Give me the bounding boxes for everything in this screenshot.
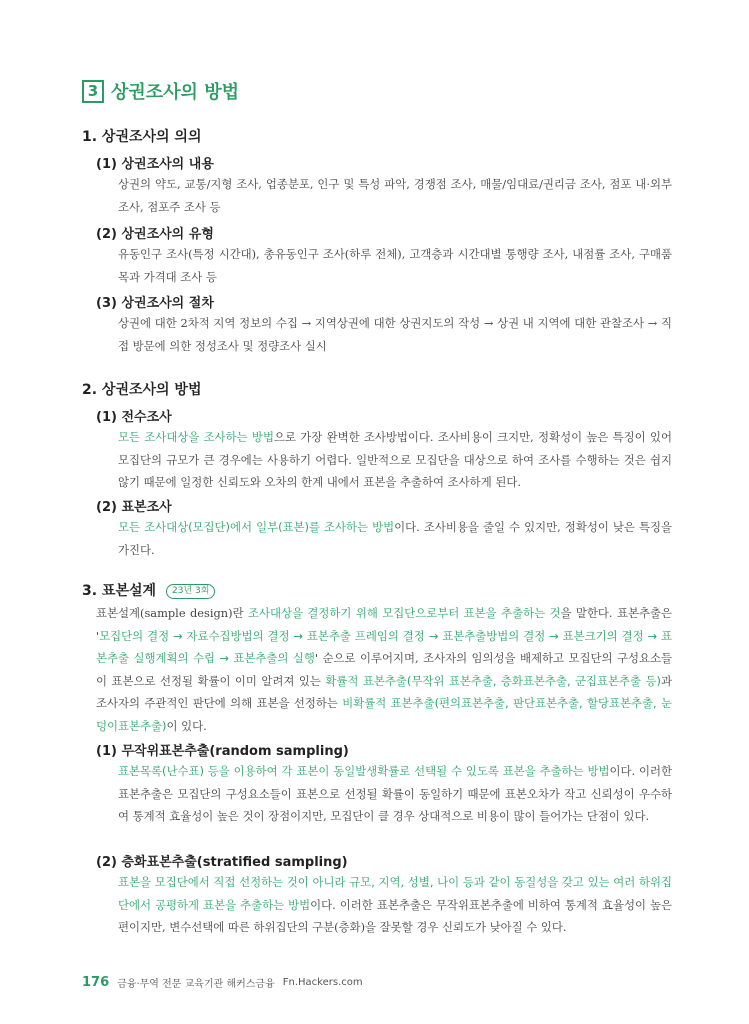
subheading-3-2: (2) 층화표본추출(stratified sampling) xyxy=(96,855,348,870)
heading-1: 1. 상권조사의 의의 xyxy=(82,129,202,145)
page-number: 176 xyxy=(82,975,110,990)
subheading-1-3: (3) 상권조사의 절차 xyxy=(96,296,214,311)
section-number-box: 3 xyxy=(82,80,104,103)
section-title xyxy=(82,78,239,104)
heading-3: 3. 표본설계 23년 3회 xyxy=(82,580,215,600)
heading-2: 2. 상권조사의 방법 xyxy=(82,382,202,398)
paragraph-2-1: 모든 조사대상을 조사하는 방법으로 가장 완벽한 조사방법이다. 조사비용이 크지만, 정확성이 높은 특징이 있어 모집단의 규모가 큰 경우에는 사용하기 어렵다. 일반적으로 모집단을 대상으로 하여 조사를 수행하는 것은 쉽지 않기 때문에 일정한 신뢰도와 오차의 한계 내에서 표본을 추출하여 조사하게 된다. xyxy=(118,430,673,489)
subheading-1-2: (2) 상권조사의 유형 xyxy=(96,227,214,242)
subheading-2-1: (1) 전수조사 xyxy=(96,410,172,425)
exam-badge: 23년 3회 xyxy=(166,584,215,599)
paragraph-3-intro: 표본설계(sample design)란 조사대상을 결정하기 위해 모집단으로부터 표본을 추출하는 것을 말한다. 표본추출은 '모집단의 결정 → 자료수집방법의 결정 → 표본추출 프레임의 결정 → 표본추출방법의 결정 → 표본크기의 결정 → 표본추출 실행계획의 수립 → 표본추출의 실행' 순으로 이루어지며, 조사자의 임의성을 배제하고 모집단의 구성요소들이 표본으로 선정될 확률이 이미 알려져 있는 확률적 표본추출(무작위 표본추출, 층화표본추출, 군집표본추출 등)과 조사자의 주관적인 판단에 의해 표본을 선정하는 비확률적 표본추출(편의표본추출, 판단표본추출, 할당표본추출, 눈덩이표본추출)이 있다. xyxy=(96,606,672,733)
highlight: 표본을 모집단에서 직접 선정하는 것이 아니라 규모, 지역, 성별, 나이 등과 같이 동질성을 갖고 있는 여러 하위집단에서 공평하게 표본을 추출하는 방법 xyxy=(118,875,672,912)
footer-text: 금융·무역 전문 교육기관 해커스금융 xyxy=(117,979,275,990)
footer-url: Fn.Hackers.com xyxy=(282,977,363,988)
subheading-2-2: (2) 표본조사 xyxy=(96,500,172,515)
subheading-3-1: (1) 무작위표본추출(random sampling) xyxy=(96,744,349,759)
paragraph-3-1: 표본목록(난수표) 등을 이용하여 각 표본이 동일발생확률로 선택될 수 있도록 표본을 추출하는 방법이다. 이러한 표본추출은 모집단의 구성요소들이 표본으로 선정될 확률이 동일하기 때문에 표본오차가 작고 신뢰성이 우수하여 통계적 효율성이 높은 것이 장점이지만, 모집단이 클 경우 상대적으로 비용이 많이 들어가는 단점이 있다. xyxy=(118,764,672,823)
paragraph-1-2: 유동인구 조사(특정 시간대), 총유동인구 조사(하루 전체), 고객층과 시간대별 통행량 조사, 내점률 조사, 구매품목과 가격대 조사 등 xyxy=(118,247,672,284)
subheading-1-1: (1) 상권조사의 내용 xyxy=(96,157,214,172)
paragraph-1-3: 상권에 대한 2차적 지역 정보의 수집 → 지역상권에 대한 상권지도의 작성 → 상권 내 지역에 대한 관찰조사 → 직접 방문에 의한 정성조사 및 정량조사 실시 xyxy=(118,316,672,353)
paragraph-2-2: 모든 조사대상(모집단)에서 일부(표본)를 조사하는 방법이다. 조사비용을 줄일 수 있지만, 정확성이 낮은 특징을 가진다. xyxy=(118,520,672,557)
section-title-text: 상권조사의 방법 xyxy=(111,82,239,103)
highlight: 모든 조사대상을 조사하는 방법 xyxy=(118,430,274,444)
paragraph-1-1: 상권의 약도, 교통/지형 조사, 업종분포, 인구 및 특성 파악, 경쟁점 조사, 매물/임대료/권리금 조사, 점포 내·외부 조사, 점포주 조사 등 xyxy=(118,177,672,214)
page-footer xyxy=(82,975,363,990)
highlight: 표본목록(난수표) 등을 이용하여 각 표본이 동일발생확률로 선택될 수 있도록 표본을 추출하는 방법 xyxy=(118,764,610,778)
highlight: 모든 조사대상(모집단)에서 일부(표본)를 조사하는 방법 xyxy=(118,520,395,534)
paragraph-3-2: 표본을 모집단에서 직접 선정하는 것이 아니라 규모, 지역, 성별, 나이 등과 같이 동질성을 갖고 있는 여러 하위집단에서 공평하게 표본을 추출하는 방법이다. 이러한 표본추출은 무작위표본추출에 비하여 통계적 효율성이 높은 편이지만, 변수선택에 따른 하위집단의 구분(층화)을 잘못할 경우 신뢰도가 낮아질 수 있다. xyxy=(118,875,672,934)
